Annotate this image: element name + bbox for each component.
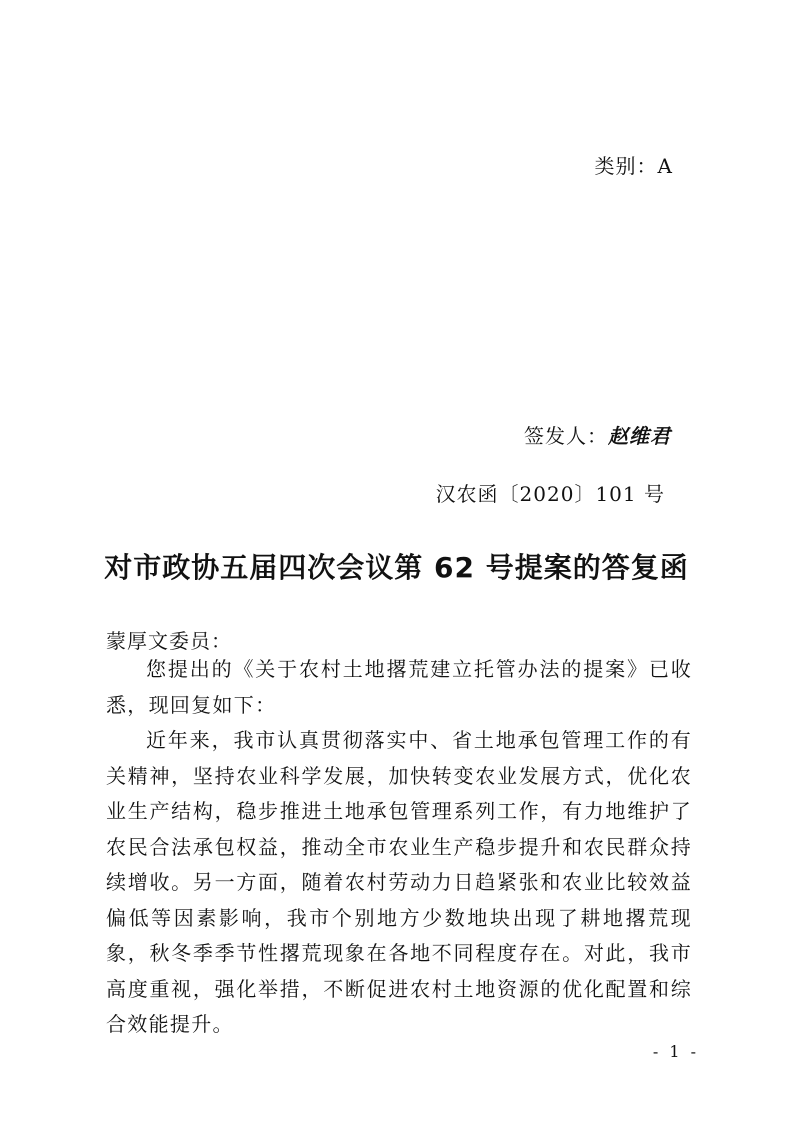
issuer-line: [524, 420, 671, 449]
page-number: - 1 -: [652, 1042, 699, 1061]
body-paragraph: 您提出的《关于农村土地撂荒建立托管办法的提案》已收悉，现回复如下：: [106, 657, 692, 717]
salutation: 蒙厚文委员：: [106, 629, 232, 653]
issuer-signature: 赵维君: [608, 424, 671, 448]
document-title: 对市政协五届四次会议第 62 号提案的答复函: [104, 551, 689, 584]
body-paragraph: 近年来，我市认真贯彻落实中、省土地承包管理工作的有关精神，坚持农业科学发展，加快转变农业发展方式，优化农业生产结构，稳步推进土地承包管理系列工作，有力地维护了农民合法承包权益，推动全市农业生产稳步提升和农民群众持续增收。另一方面，随着农村劳动力日趋紧张和农业比较效益偏低等因素影响，我市个别地方少数地块出现了耕地撂荒现象，秋冬季季节性撂荒现象在各地不同程度存在。对此，我市高度重视，强化举措，不断促进农村土地资源的优化配置和综合效能提升。: [106, 728, 692, 1036]
issuer-label: 签发人：: [524, 424, 608, 448]
letter-body: [106, 652, 692, 1043]
document-category: 类别：A: [594, 154, 673, 178]
document-number: 汉农函〔2020〕101 号: [435, 482, 665, 506]
